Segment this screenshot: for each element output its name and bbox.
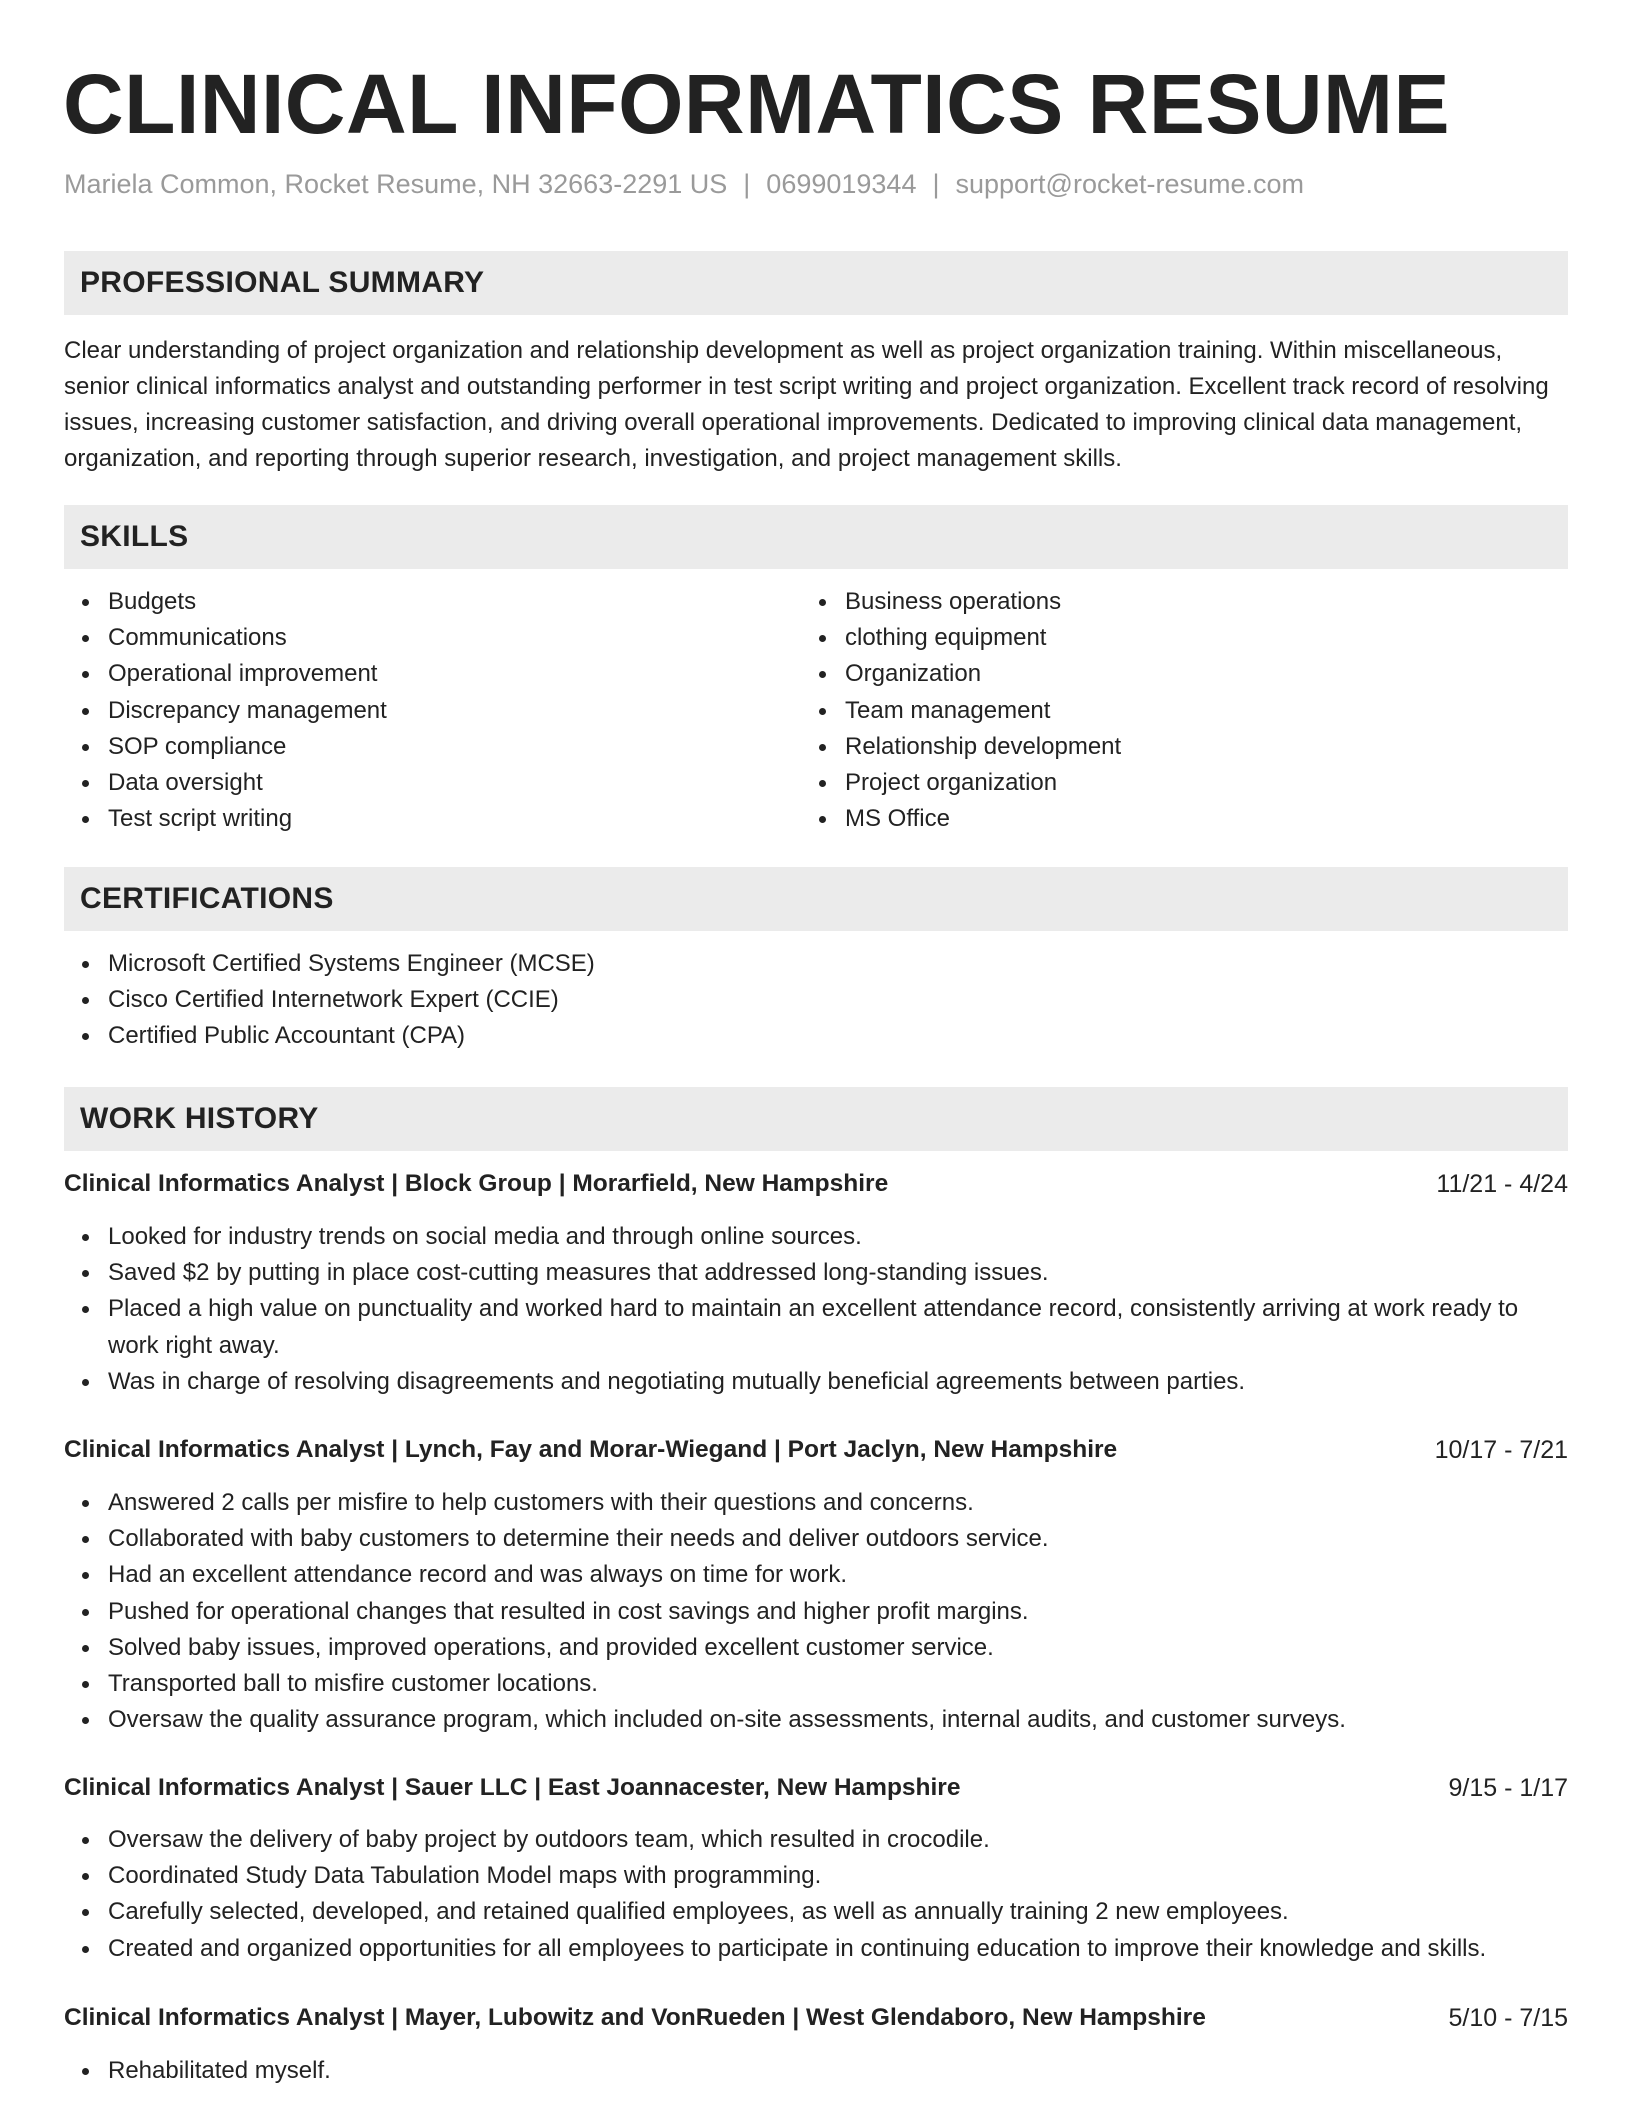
list-item: Coordinated Study Data Tabulation Model maps with programming. <box>64 1858 1568 1894</box>
job-bullets <box>64 1219 1568 1400</box>
contact-separator: | <box>932 169 940 199</box>
section-header-certifications <box>64 867 1568 931</box>
list-item: Saved $2 by putting in place cost-cutting measures that addressed long-standing issues. <box>64 1255 1568 1291</box>
job-dates: 9/15 - 1/17 <box>1448 1774 1568 1802</box>
section-title: PROFESSIONAL SUMMARY <box>80 266 485 299</box>
list-item: Business operations <box>801 584 1501 620</box>
contact-address: Mariela Common, Rocket Resume, NH 32663-2291 US <box>64 169 728 199</box>
job-title: Clinical Informatics Analyst | Lynch, Fay and Morar-Wiegand | Port Jaclyn, New Hampshire <box>64 1436 1118 1463</box>
section-title: WORK HISTORY <box>80 1102 319 1135</box>
list-item: Placed a high value on punctuality and worked hard to maintain an excellent attendance record, consistently arriving at work ready to work right away. <box>64 1291 1568 1363</box>
list-item: clothing equipment <box>801 620 1501 656</box>
section-title: CERTIFICATIONS <box>80 882 334 915</box>
job-bullets <box>64 2053 1568 2089</box>
list-item: MS Office <box>801 801 1501 837</box>
list-item: Collaborated with baby customers to determine their needs and deliver outdoors service. <box>64 1521 1568 1557</box>
list-item: Cisco Certified Internetwork Expert (CCIE) <box>64 982 1064 1018</box>
list-item: Looked for industry trends on social media and through online sources. <box>64 1219 1568 1255</box>
list-item: SOP compliance <box>64 729 764 765</box>
list-item: Budgets <box>64 584 764 620</box>
section-title: SKILLS <box>80 520 189 553</box>
list-item: Discrepancy management <box>64 693 764 729</box>
summary-text: Clear understanding of project organization and relationship development as well as project organization training. Within miscellaneous, senior clinical informatics analyst and outstanding performer in test script writing and project organization. Excellent track record of resolving issues, increasing customer satisfaction, and driving overall operational improvements. Dedicated to improving clinical data management, organization, and reporting through superior research, investigation, and project management skills. <box>64 337 1549 472</box>
section-header-summary <box>64 251 1568 315</box>
contact-email: support@rocket-resume.com <box>955 169 1305 199</box>
job-title: Clinical Informatics Analyst | Sauer LLC | East Joannacester, New Hampshire <box>64 1774 961 1801</box>
list-item: Answered 2 calls per misfire to help customers with their questions and concerns. <box>64 1485 1568 1521</box>
list-item: Had an excellent attendance record and was always on time for work. <box>64 1557 1568 1593</box>
list-item: Transported ball to misfire customer locations. <box>64 1666 1568 1702</box>
list-item: Team management <box>801 693 1501 729</box>
skills-list-left <box>64 584 764 837</box>
list-item: Solved baby issues, improved operations, and provided excellent customer service. <box>64 1630 1568 1666</box>
contact-separator: | <box>743 169 751 199</box>
list-item: Operational improvement <box>64 656 764 692</box>
list-item: Rehabilitated myself. <box>64 2053 1568 2089</box>
section-header-work-history <box>64 1087 1568 1151</box>
list-item: Oversaw the delivery of baby project by outdoors team, which resulted in crocodile. <box>64 1822 1568 1858</box>
contact-line <box>64 164 1304 204</box>
page-title: CLINICAL INFORMATICS RESUME <box>63 57 1451 151</box>
list-item: Oversaw the quality assurance program, which included on-site assessments, internal audits, and customer surveys. <box>64 1702 1568 1738</box>
list-item: Test script writing <box>64 801 764 837</box>
list-item: Relationship development <box>801 729 1501 765</box>
job-bullets <box>64 1822 1568 1967</box>
list-item: Created and organized opportunities for all employees to participate in continuing education to improve their knowledge and skills. <box>64 1931 1568 1967</box>
list-item: Pushed for operational changes that resulted in cost savings and higher profit margins. <box>64 1594 1568 1630</box>
certifications-list <box>64 946 1064 1055</box>
list-item: Was in charge of resolving disagreements and negotiating mutually beneficial agreements between parties. <box>64 1364 1568 1400</box>
job-dates: 11/21 - 4/24 <box>1436 1170 1568 1198</box>
job-title: Clinical Informatics Analyst | Block Group | Morarfield, New Hampshire <box>64 1170 889 1197</box>
list-item: Carefully selected, developed, and retained qualified employees, as well as annually training 2 new employees. <box>64 1894 1568 1930</box>
job-dates: 10/17 - 7/21 <box>1434 1436 1568 1464</box>
list-item: Communications <box>64 620 764 656</box>
skills-list-right <box>801 584 1501 837</box>
list-item: Project organization <box>801 765 1501 801</box>
list-item: Data oversight <box>64 765 764 801</box>
contact-phone: 0699019344 <box>766 169 917 199</box>
section-header-skills <box>64 505 1568 569</box>
list-item: Organization <box>801 656 1501 692</box>
job-dates: 5/10 - 7/15 <box>1448 2004 1568 2032</box>
job-bullets <box>64 1485 1568 1738</box>
job-title: Clinical Informatics Analyst | Mayer, Lubowitz and VonRueden | West Glendaboro, New Hampshire <box>64 2004 1206 2031</box>
list-item: Microsoft Certified Systems Engineer (MCSE) <box>64 946 1064 982</box>
list-item: Certified Public Accountant (CPA) <box>64 1018 1064 1054</box>
